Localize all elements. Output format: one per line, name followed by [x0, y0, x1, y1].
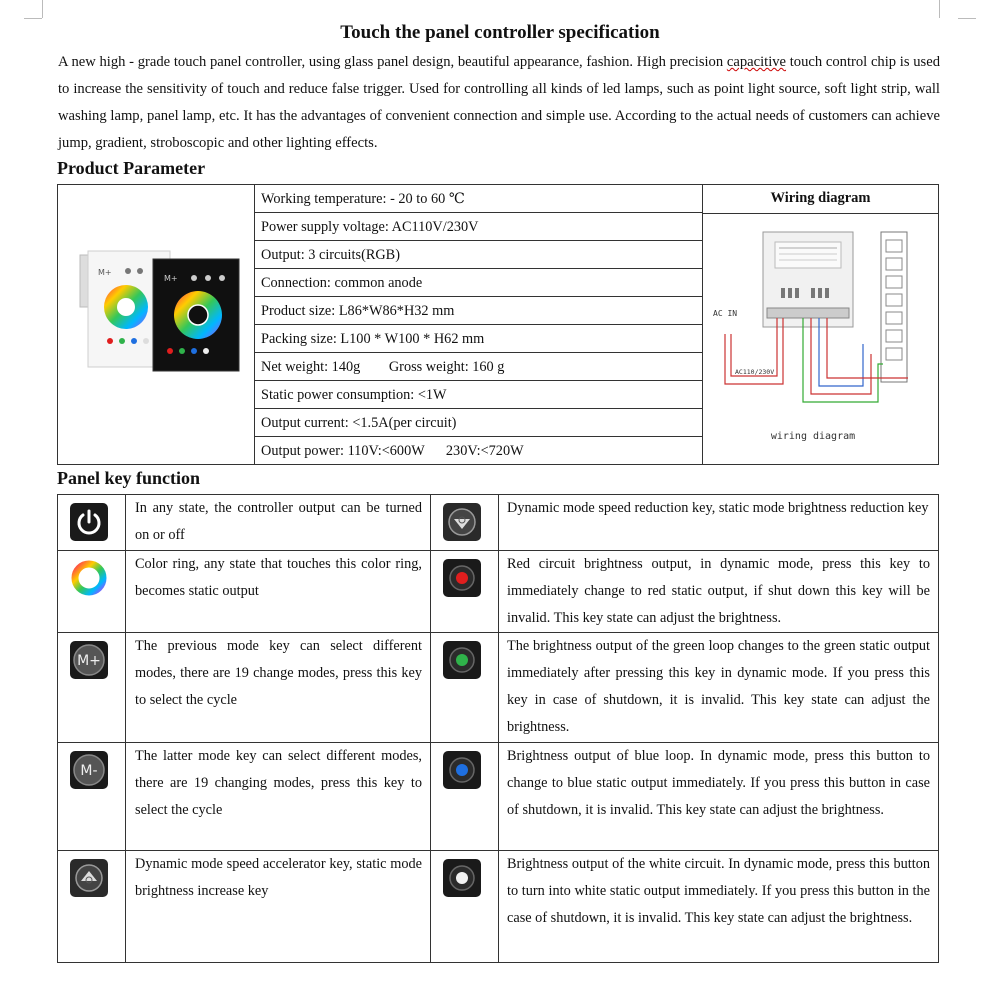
m-plus-icon — [70, 641, 108, 679]
key-row — [58, 633, 938, 743]
key-description-text: Color ring, any state that touches this color ring, becomes static output — [135, 556, 422, 599]
key-row — [58, 851, 938, 962]
product-parameter-heading: Product Parameter — [57, 158, 206, 178]
key-icon-cell — [58, 743, 126, 850]
key-description-text: Red circuit brightness output, in dynamic mode, press this key to immediately change to red static output, if shut down this key will be invalid. This key state can adjust the brightness. — [507, 556, 930, 626]
wiring-diagram-cell — [703, 185, 938, 464]
m-plus-label: M+ — [77, 653, 101, 669]
key-description — [499, 551, 938, 632]
intro-text-end: touch control chip is used to increase the sensitivity of touch and reduce false trigger. Used for controlling all kinds of led lamps, such as point light source, soft light strip, wall washing lamp, panel lamp, etc. It has the advantages of convenient connection and simple use. According to the actual needs of customers can achieve jump, gradient, stroboscopic and other lighting effects. — [58, 54, 940, 151]
product-photo — [58, 185, 255, 464]
key-description — [499, 743, 938, 850]
param-row: Output: 3 circuits(RGB) — [255, 241, 702, 269]
red-button-icon — [443, 559, 481, 597]
ac-in-label: AC IN — [713, 309, 738, 318]
key-icon-cell — [431, 551, 499, 632]
speed-down-icon — [443, 503, 481, 541]
intro-text-start: A new high - grade touch panel controller, using glass panel design, beautiful appearance, fashion. High precision — [58, 54, 727, 70]
crop-mark-top-left — [42, 0, 61, 18]
key-row — [58, 743, 938, 851]
green-button-icon — [443, 641, 481, 679]
key-description — [499, 633, 938, 742]
wiring-caption: wiring diagram — [770, 431, 856, 442]
key-row — [58, 551, 938, 633]
param-row: Net weight: 140g Gross weight: 160 g — [255, 353, 702, 381]
power-icon — [70, 503, 108, 541]
spellcheck-word: capacitive — [726, 54, 787, 70]
key-description — [499, 851, 938, 962]
key-description — [499, 495, 938, 550]
key-icon-cell — [58, 851, 126, 962]
white-button-icon — [443, 859, 481, 897]
key-description — [127, 551, 431, 632]
m-minus-label: M- — [80, 763, 98, 779]
wiring-diagram-header: Wiring diagram — [703, 185, 938, 214]
panel-key-function-heading: Panel key function — [57, 468, 201, 488]
key-icon-cell — [58, 633, 126, 742]
wiring-diagram-image — [703, 214, 938, 464]
key-icon-cell — [431, 743, 499, 850]
parameter-list — [255, 185, 703, 464]
key-icon-cell — [58, 551, 126, 632]
panel-key-function-table — [57, 494, 939, 963]
product-parameter-table — [57, 184, 939, 465]
black-panel-mplus: M+ — [164, 274, 178, 283]
param-row: Output power: 110V:<600W 230V:<720W — [261, 443, 524, 459]
key-description-text: In any state, the controller output can be turned on or off — [135, 500, 422, 543]
voltage-label: AC110/230V — [735, 368, 775, 376]
param-row: Connection: common anode — [255, 269, 702, 297]
panel-photo-image — [58, 185, 254, 464]
key-description-text: Dynamic mode speed reduction key, static mode brightness reduction key — [507, 500, 929, 516]
crop-mark-top-right — [939, 0, 958, 18]
param-row: Packing size: L100 * W100 * H62 mm — [255, 325, 702, 353]
key-description — [127, 633, 431, 742]
key-description-text: Dynamic mode speed accelerator key, static mode brightness increase key — [135, 856, 422, 899]
param-row: Power supply voltage: AC110V/230V — [255, 213, 702, 241]
m-minus-icon — [70, 751, 108, 789]
key-description-text: Brightness output of blue loop. In dynamic mode, press this button to change to blue static output immediately. If you press this button in case of shutdown, it is invalid. This key state can adjust the brightness. — [507, 748, 930, 818]
param-row: Output current: <1.5A(per circuit) — [255, 409, 702, 437]
speed-up-icon — [70, 859, 108, 897]
key-description — [127, 495, 431, 550]
key-icon-cell — [58, 495, 126, 550]
param-row: Static power consumption: <1W — [255, 381, 702, 409]
color-ring-icon — [70, 559, 108, 597]
intro-paragraph — [58, 49, 940, 157]
key-description — [127, 851, 431, 962]
key-icon-cell — [431, 851, 499, 962]
key-row — [58, 495, 938, 551]
key-icon-cell — [431, 495, 499, 550]
white-panel-mplus: M+ — [98, 268, 112, 277]
param-row: Working temperature: - 20 to 60 ℃ — [255, 185, 702, 213]
param-row: Product size: L86*W86*H32 mm — [255, 297, 702, 325]
key-description-text: Brightness output of the white circuit. In dynamic mode, press this button to turn into white static output immediately. If you press this button in the case of shutdown, it is invalid. This key state can adjust the brightness. — [507, 856, 930, 926]
key-description-text: The previous mode key can select different modes, there are 19 change modes, press this key to select the cycle — [135, 638, 422, 708]
key-description-text: The latter mode key can select different modes, there are 19 changing modes, press this key to select the cycle — [135, 748, 422, 818]
blue-button-icon — [443, 751, 481, 789]
key-description — [127, 743, 431, 850]
key-description-text: The brightness output of the green loop changes to the green static output immediately after pressing this key in dynamic mode. If you press this key in case of shutdown, it is invalid. This key state can adjust the brightness. — [507, 638, 930, 735]
key-icon-cell — [431, 633, 499, 742]
page-title: Touch the panel controller specification — [340, 22, 660, 43]
